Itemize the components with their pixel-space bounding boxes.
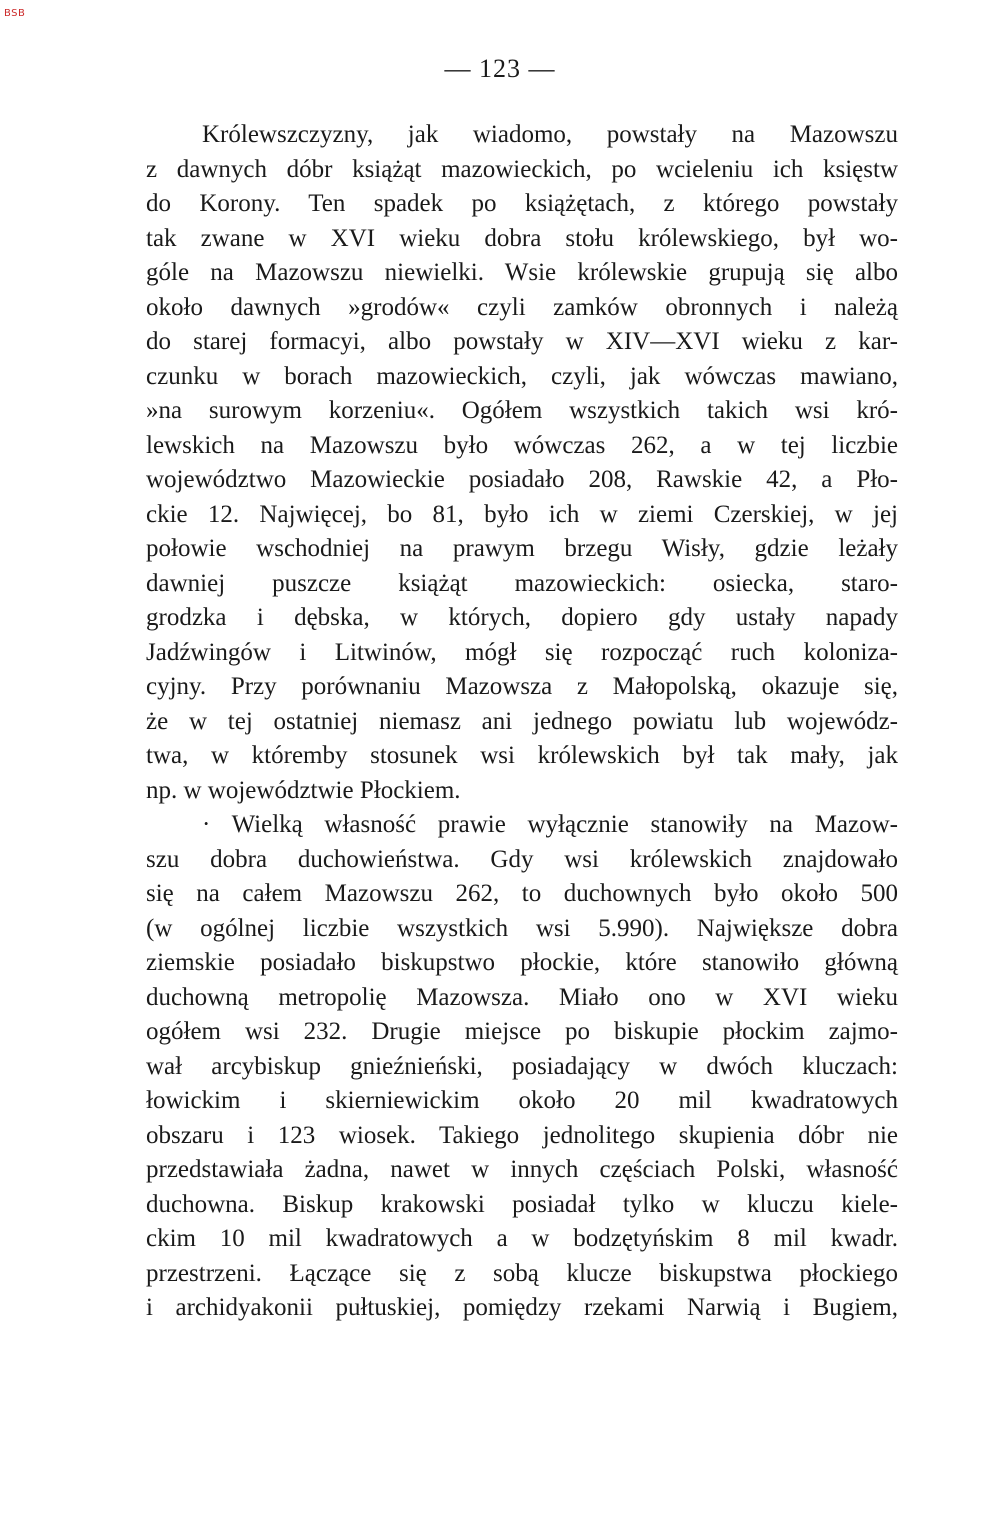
text-line: się na całem Mazowszu 262, to duchownych było około 500 — [146, 880, 898, 907]
text-line: grodzka i dębska, w których, dopiero gdy ustały napady — [146, 604, 898, 631]
text-line: »na surowym korzeniu«. Ogółem wszystkich takich wsi kró- — [146, 397, 898, 424]
text-line: cyjny. Przy porównaniu Mazowsza z Małopolską, okazuje się, — [146, 673, 898, 700]
page-number: — 123 — — [444, 54, 556, 83]
text-line: województwo Mazowieckie posiadało 208, Rawskie 42, a Pło- — [146, 466, 898, 493]
text-line: ckim 10 mil kwadratowych a w bodzętyńskim 8 mil kwadr. — [146, 1225, 898, 1252]
text-line: tak zwane w XVI wieku dobra stołu królewskiego, był wo- — [146, 224, 898, 252]
text-line: około dawnych »grodów« czyli zamków obronnych i należą — [146, 293, 898, 321]
text-line: z dawnych dóbr książąt mazowieckich, po wcieleniu ich księstw — [146, 155, 898, 183]
text-line: Królewszczyzny, jak wiadomo, powstały na Mazowszu — [202, 121, 898, 148]
text-line: wał arcybiskup gnieźnieński, posiadający w dwóch kluczach: — [146, 1052, 898, 1080]
text-line: ziemskie posiadało biskupstwo płockie, które stanowiło główną — [146, 949, 898, 976]
text-line: szu dobra duchowieństwa. Gdy wsi królewskich znajdowało — [146, 845, 898, 873]
text-line: duchowna. Biskup krakowski posiadał tylko w kluczu kiele- — [146, 1190, 898, 1218]
text-line: przedstawiała żadna, nawet w innych częściach Polski, własność — [146, 1156, 898, 1183]
text-line: połowie wschodniej na prawym brzegu Wisły, gdzie leżały — [146, 535, 898, 562]
text-line: ckie 12. Najwięcej, bo 81, było ich w ziemi Czerskiej, w jej — [146, 500, 898, 528]
text-line: łowickim i skierniewickim około 20 mil kwadratowych — [146, 1087, 898, 1114]
text-line: czunku w borach mazowieckich, czyli, jak wówczas mawiano, — [146, 362, 898, 390]
text-line: (w ogólnej liczbie wszystkich wsi 5.990). Największe dobra — [146, 914, 898, 942]
text-line: przestrzeni. Łączące się z sobą klucze biskupstwa płockiego — [146, 1259, 898, 1287]
text-line: obszaru i 123 wiosek. Takiego jednolitego skupienia dóbr nie — [146, 1121, 898, 1149]
text-line: że w tej ostatniej niemasz ani jednego powiatu lub wojewódz- — [146, 707, 898, 735]
text-line: np. w województwie Płockiem. — [146, 776, 461, 804]
text-line: Jadźwingów i Litwinów, mógł się rozpocząć ruch koloniza- — [146, 638, 898, 666]
text-line: do starej formacyi, albo powstały w XIV—XVI wieku z kar- — [146, 328, 898, 355]
text-line: lewskich na Mazowszu było wówczas 262, a w tej liczbie — [146, 431, 898, 459]
body-text — [146, 118, 898, 1326]
library-watermark: BSB — [4, 8, 26, 19]
text-line: ogółem wsi 232. Drugie miejsce po biskupie płockim zajmo- — [146, 1018, 898, 1045]
text-line: · Wielką własność prawie wyłącznie stanowiły na Mazow- — [202, 811, 898, 838]
text-line: twa, w któremby stosunek wsi królewskich był tak mały, jak — [146, 742, 898, 769]
text-line: i archidyakonii pułtuskiej, pomiędzy rzekami Narwią i Bugiem, — [146, 1294, 898, 1321]
text-line: dawniej puszcze książąt mazowieckich: osiecka, staro- — [146, 569, 898, 597]
text-line: góle na Mazowszu niewielki. Wsie królewskie grupują się albo — [146, 259, 898, 286]
text-line: do Korony. Ten spadek po książętach, z którego powstały — [146, 190, 898, 217]
text-line: duchowną metropolię Mazowsza. Miało ono w XVI wieku — [146, 983, 898, 1011]
